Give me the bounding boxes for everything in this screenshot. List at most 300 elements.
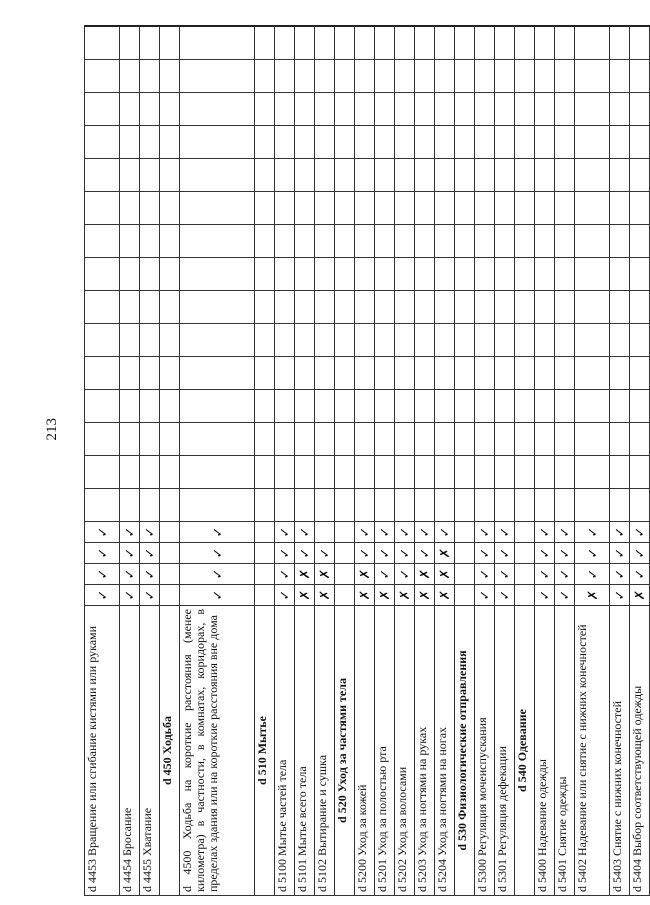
empty-cell [140,159,160,192]
empty-cell [435,489,455,522]
empty-cell [630,27,650,60]
empty-cell [435,357,455,390]
check-mark: ✓ [120,564,140,585]
empty-cell [255,423,275,456]
section-row [255,27,275,896]
empty-cell [535,93,555,126]
empty-cell [275,159,295,192]
empty-cell [555,126,575,159]
empty-cell [355,390,375,423]
empty-cell [315,126,335,159]
empty-cell [535,60,555,93]
empty-cell [555,390,575,423]
empty-cell [395,390,415,423]
empty-cell [180,126,255,159]
rotated-table-area [84,62,647,896]
empty-cell [555,291,575,324]
empty-cell [435,27,455,60]
empty-cell [375,324,395,357]
empty-cell [415,423,435,456]
empty-cell [255,126,275,159]
empty-cell [160,93,180,126]
empty-cell [160,225,180,258]
check-mark: ✓ [140,564,160,585]
empty-cell [415,291,435,324]
empty-cell [395,324,415,357]
empty-cell [315,93,335,126]
section-row [160,27,180,896]
empty-cell [575,390,610,423]
empty-cell [375,456,395,489]
empty-cell [255,324,275,357]
empty-cell [375,159,395,192]
empty-cell [610,93,630,126]
empty-cell [395,27,415,60]
empty-cell [495,225,515,258]
empty-cell [515,258,535,291]
empty-cell [630,192,650,225]
empty-cell [335,489,355,522]
empty-cell [160,489,180,522]
empty-cell [535,324,555,357]
empty-cell [435,456,455,489]
empty-cell [515,456,535,489]
empty-cell [160,159,180,192]
empty-cell [180,60,255,93]
empty-cell [535,258,555,291]
empty-cell [455,390,475,423]
empty-cell [535,423,555,456]
empty-cell [575,126,610,159]
empty-cell [120,60,140,93]
empty-cell [475,126,495,159]
empty-cell [335,543,355,564]
empty-cell [375,489,395,522]
empty-cell [140,93,160,126]
empty-mark-cell [315,522,335,543]
empty-cell [455,93,475,126]
empty-cell [575,456,610,489]
check-mark: ✓ [85,585,120,606]
empty-cell [375,27,395,60]
empty-cell [160,291,180,324]
empty-cell [355,60,375,93]
empty-cell [160,258,180,291]
item-label: d 5402 Надевание или снятие с нижних конечностей [575,606,610,896]
empty-cell [295,258,315,291]
empty-cell [630,159,650,192]
empty-cell [275,489,295,522]
empty-cell [255,225,275,258]
cross-mark: ✗ [415,564,435,585]
empty-cell [415,93,435,126]
empty-cell [180,192,255,225]
empty-cell [475,357,495,390]
table-row [575,27,610,896]
empty-cell [315,390,335,423]
check-mark: ✓ [475,543,495,564]
empty-cell [395,159,415,192]
check-mark: ✓ [375,564,395,585]
check-mark: ✓ [375,543,395,564]
check-mark: ✓ [395,543,415,564]
empty-cell [120,126,140,159]
empty-cell [575,60,610,93]
empty-cell [475,192,495,225]
empty-cell [255,159,275,192]
empty-cell [610,60,630,93]
empty-cell [610,324,630,357]
empty-cell [395,225,415,258]
empty-cell [315,291,335,324]
empty-cell [415,225,435,258]
empty-cell [120,159,140,192]
empty-cell [180,225,255,258]
empty-cell [575,423,610,456]
empty-cell [295,489,315,522]
section-heading: d 450 Ходьба [160,606,180,896]
check-mark: ✓ [535,522,555,543]
table-row [275,27,295,896]
empty-cell [630,390,650,423]
empty-cell [575,324,610,357]
empty-cell [275,60,295,93]
empty-cell [85,126,120,159]
empty-cell [335,585,355,606]
empty-cell [295,423,315,456]
check-mark: ✓ [475,564,495,585]
empty-cell [315,27,335,60]
empty-cell [535,225,555,258]
check-mark: ✓ [435,522,455,543]
empty-cell [160,564,180,585]
empty-cell [140,225,160,258]
empty-cell [435,324,455,357]
empty-cell [630,291,650,324]
empty-cell [275,126,295,159]
check-mark: ✓ [275,585,295,606]
item-label: d 5401 Снятие одежды [555,606,575,896]
empty-cell [120,456,140,489]
empty-cell [140,324,160,357]
empty-cell [415,456,435,489]
empty-cell [85,93,120,126]
empty-cell [120,357,140,390]
check-mark: ✓ [475,522,495,543]
empty-cell [160,522,180,543]
check-mark: ✓ [375,522,395,543]
empty-cell [395,60,415,93]
empty-cell [355,324,375,357]
empty-cell [315,60,335,93]
empty-cell [160,456,180,489]
empty-cell [455,324,475,357]
empty-cell [85,60,120,93]
empty-cell [455,258,475,291]
check-mark: ✓ [180,585,255,606]
empty-cell [355,159,375,192]
cross-mark: ✗ [435,585,455,606]
empty-cell [575,159,610,192]
empty-cell [455,564,475,585]
section-row [455,27,475,896]
empty-cell [335,324,355,357]
empty-cell [575,93,610,126]
empty-cell [475,27,495,60]
empty-cell [160,543,180,564]
empty-cell [180,291,255,324]
empty-cell [120,27,140,60]
item-label: d 5300 Регуляция мочеиспускания [475,606,495,896]
empty-cell [575,27,610,60]
item-label: d 5404 Выбор соответствующей одежды [630,606,650,896]
check-mark: ✓ [575,543,610,564]
empty-cell [515,489,535,522]
check-mark: ✓ [630,564,650,585]
empty-cell [160,192,180,225]
empty-cell [180,489,255,522]
table-row [395,27,415,896]
empty-cell [515,159,535,192]
empty-cell [630,93,650,126]
empty-cell [355,126,375,159]
item-label: d 5100 Мытье частей тела [275,606,295,896]
empty-cell [375,423,395,456]
empty-cell [255,522,275,543]
empty-cell [495,192,515,225]
empty-cell [630,324,650,357]
empty-cell [335,27,355,60]
empty-cell [475,225,495,258]
empty-cell [255,291,275,324]
empty-cell [295,357,315,390]
item-label: d 5203 Уход за ногтями на руках [415,606,435,896]
empty-cell [255,93,275,126]
empty-cell [375,192,395,225]
check-mark: ✓ [275,543,295,564]
table-row [375,27,395,896]
empty-cell [275,291,295,324]
empty-cell [555,423,575,456]
empty-cell [455,60,475,93]
empty-cell [85,324,120,357]
table-body [85,27,650,896]
empty-cell [495,258,515,291]
empty-cell [395,291,415,324]
empty-cell [575,225,610,258]
check-mark: ✓ [555,522,575,543]
check-mark: ✓ [395,564,415,585]
empty-cell [630,126,650,159]
empty-cell [120,423,140,456]
empty-cell [160,585,180,606]
empty-cell [275,390,295,423]
assessment-table [84,26,650,897]
item-label: d 5200 Уход за кожей [355,606,375,896]
empty-cell [455,456,475,489]
empty-cell [85,258,120,291]
empty-cell [455,192,475,225]
empty-cell [355,225,375,258]
empty-cell [515,357,535,390]
empty-cell [255,585,275,606]
table-row [630,27,650,896]
cross-mark: ✗ [395,585,415,606]
empty-cell [415,192,435,225]
empty-cell [455,291,475,324]
empty-cell [475,324,495,357]
empty-cell [85,390,120,423]
empty-cell [255,192,275,225]
empty-cell [515,585,535,606]
check-mark: ✓ [630,543,650,564]
empty-cell [555,225,575,258]
empty-cell [140,423,160,456]
empty-cell [515,543,535,564]
empty-cell [335,93,355,126]
empty-cell [140,456,160,489]
empty-cell [475,93,495,126]
empty-cell [435,192,455,225]
table-row [495,27,515,896]
empty-cell [630,357,650,390]
table-row [120,27,140,896]
empty-cell [140,192,160,225]
empty-cell [85,291,120,324]
check-mark: ✓ [355,522,375,543]
empty-cell [415,126,435,159]
empty-cell [435,60,455,93]
check-mark: ✓ [355,543,375,564]
cross-mark: ✗ [355,564,375,585]
empty-cell [435,390,455,423]
empty-cell [475,258,495,291]
empty-cell [495,456,515,489]
empty-cell [610,258,630,291]
empty-cell [355,192,375,225]
empty-cell [160,126,180,159]
empty-cell [355,423,375,456]
item-label: d 5201 Уход за полостью рта [375,606,395,896]
empty-cell [415,159,435,192]
empty-cell [275,357,295,390]
empty-cell [575,291,610,324]
empty-cell [415,324,435,357]
empty-cell [120,258,140,291]
empty-cell [610,390,630,423]
empty-cell [295,291,315,324]
empty-cell [535,291,555,324]
table-wrapper [84,62,647,896]
item-label: d 5101 Мытье всего тела [295,606,315,896]
empty-cell [555,159,575,192]
empty-cell [275,423,295,456]
empty-cell [140,126,160,159]
empty-cell [255,27,275,60]
empty-cell [355,357,375,390]
empty-cell [120,324,140,357]
empty-cell [335,192,355,225]
empty-cell [140,60,160,93]
table-row [85,27,120,896]
check-mark: ✓ [275,522,295,543]
empty-cell [555,489,575,522]
empty-cell [315,456,335,489]
empty-cell [455,489,475,522]
empty-cell [495,390,515,423]
empty-cell [395,357,415,390]
item-label: d 4455 Хватание [140,606,160,896]
empty-cell [315,357,335,390]
empty-cell [375,60,395,93]
empty-cell [140,390,160,423]
check-mark: ✓ [630,522,650,543]
empty-cell [515,324,535,357]
empty-cell [610,225,630,258]
empty-cell [255,60,275,93]
empty-cell [355,27,375,60]
item-label: d 4454 Бросание [120,606,140,896]
empty-cell [475,423,495,456]
empty-cell [610,489,630,522]
empty-cell [475,489,495,522]
empty-cell [335,390,355,423]
empty-cell [140,27,160,60]
empty-cell [355,291,375,324]
check-mark: ✓ [85,543,120,564]
check-mark: ✓ [495,585,515,606]
empty-cell [515,225,535,258]
empty-cell [435,291,455,324]
table-row [535,27,555,896]
empty-cell [435,126,455,159]
empty-cell [455,357,475,390]
table-row [295,27,315,896]
cross-mark: ✗ [630,585,650,606]
empty-cell [455,27,475,60]
empty-cell [475,291,495,324]
check-mark: ✓ [495,522,515,543]
empty-cell [255,564,275,585]
check-mark: ✓ [610,564,630,585]
cross-mark: ✗ [435,564,455,585]
empty-cell [575,192,610,225]
empty-cell [180,357,255,390]
empty-cell [295,126,315,159]
empty-cell [455,126,475,159]
section-row [515,27,535,896]
empty-cell [395,258,415,291]
item-label: d 5202 Уход за волосами [395,606,415,896]
empty-cell [555,258,575,291]
empty-cell [335,291,355,324]
table-row [315,27,335,896]
empty-cell [295,456,315,489]
empty-cell [455,585,475,606]
empty-cell [630,423,650,456]
empty-cell [335,159,355,192]
empty-cell [180,27,255,60]
empty-cell [120,390,140,423]
empty-cell [140,357,160,390]
empty-cell [275,258,295,291]
empty-cell [555,93,575,126]
empty-cell [610,27,630,60]
empty-cell [535,489,555,522]
check-mark: ✓ [180,564,255,585]
item-label: d 5403 Снятие с нижних конечностей [610,606,630,896]
item-label: d 5400 Надевание одежды [535,606,555,896]
